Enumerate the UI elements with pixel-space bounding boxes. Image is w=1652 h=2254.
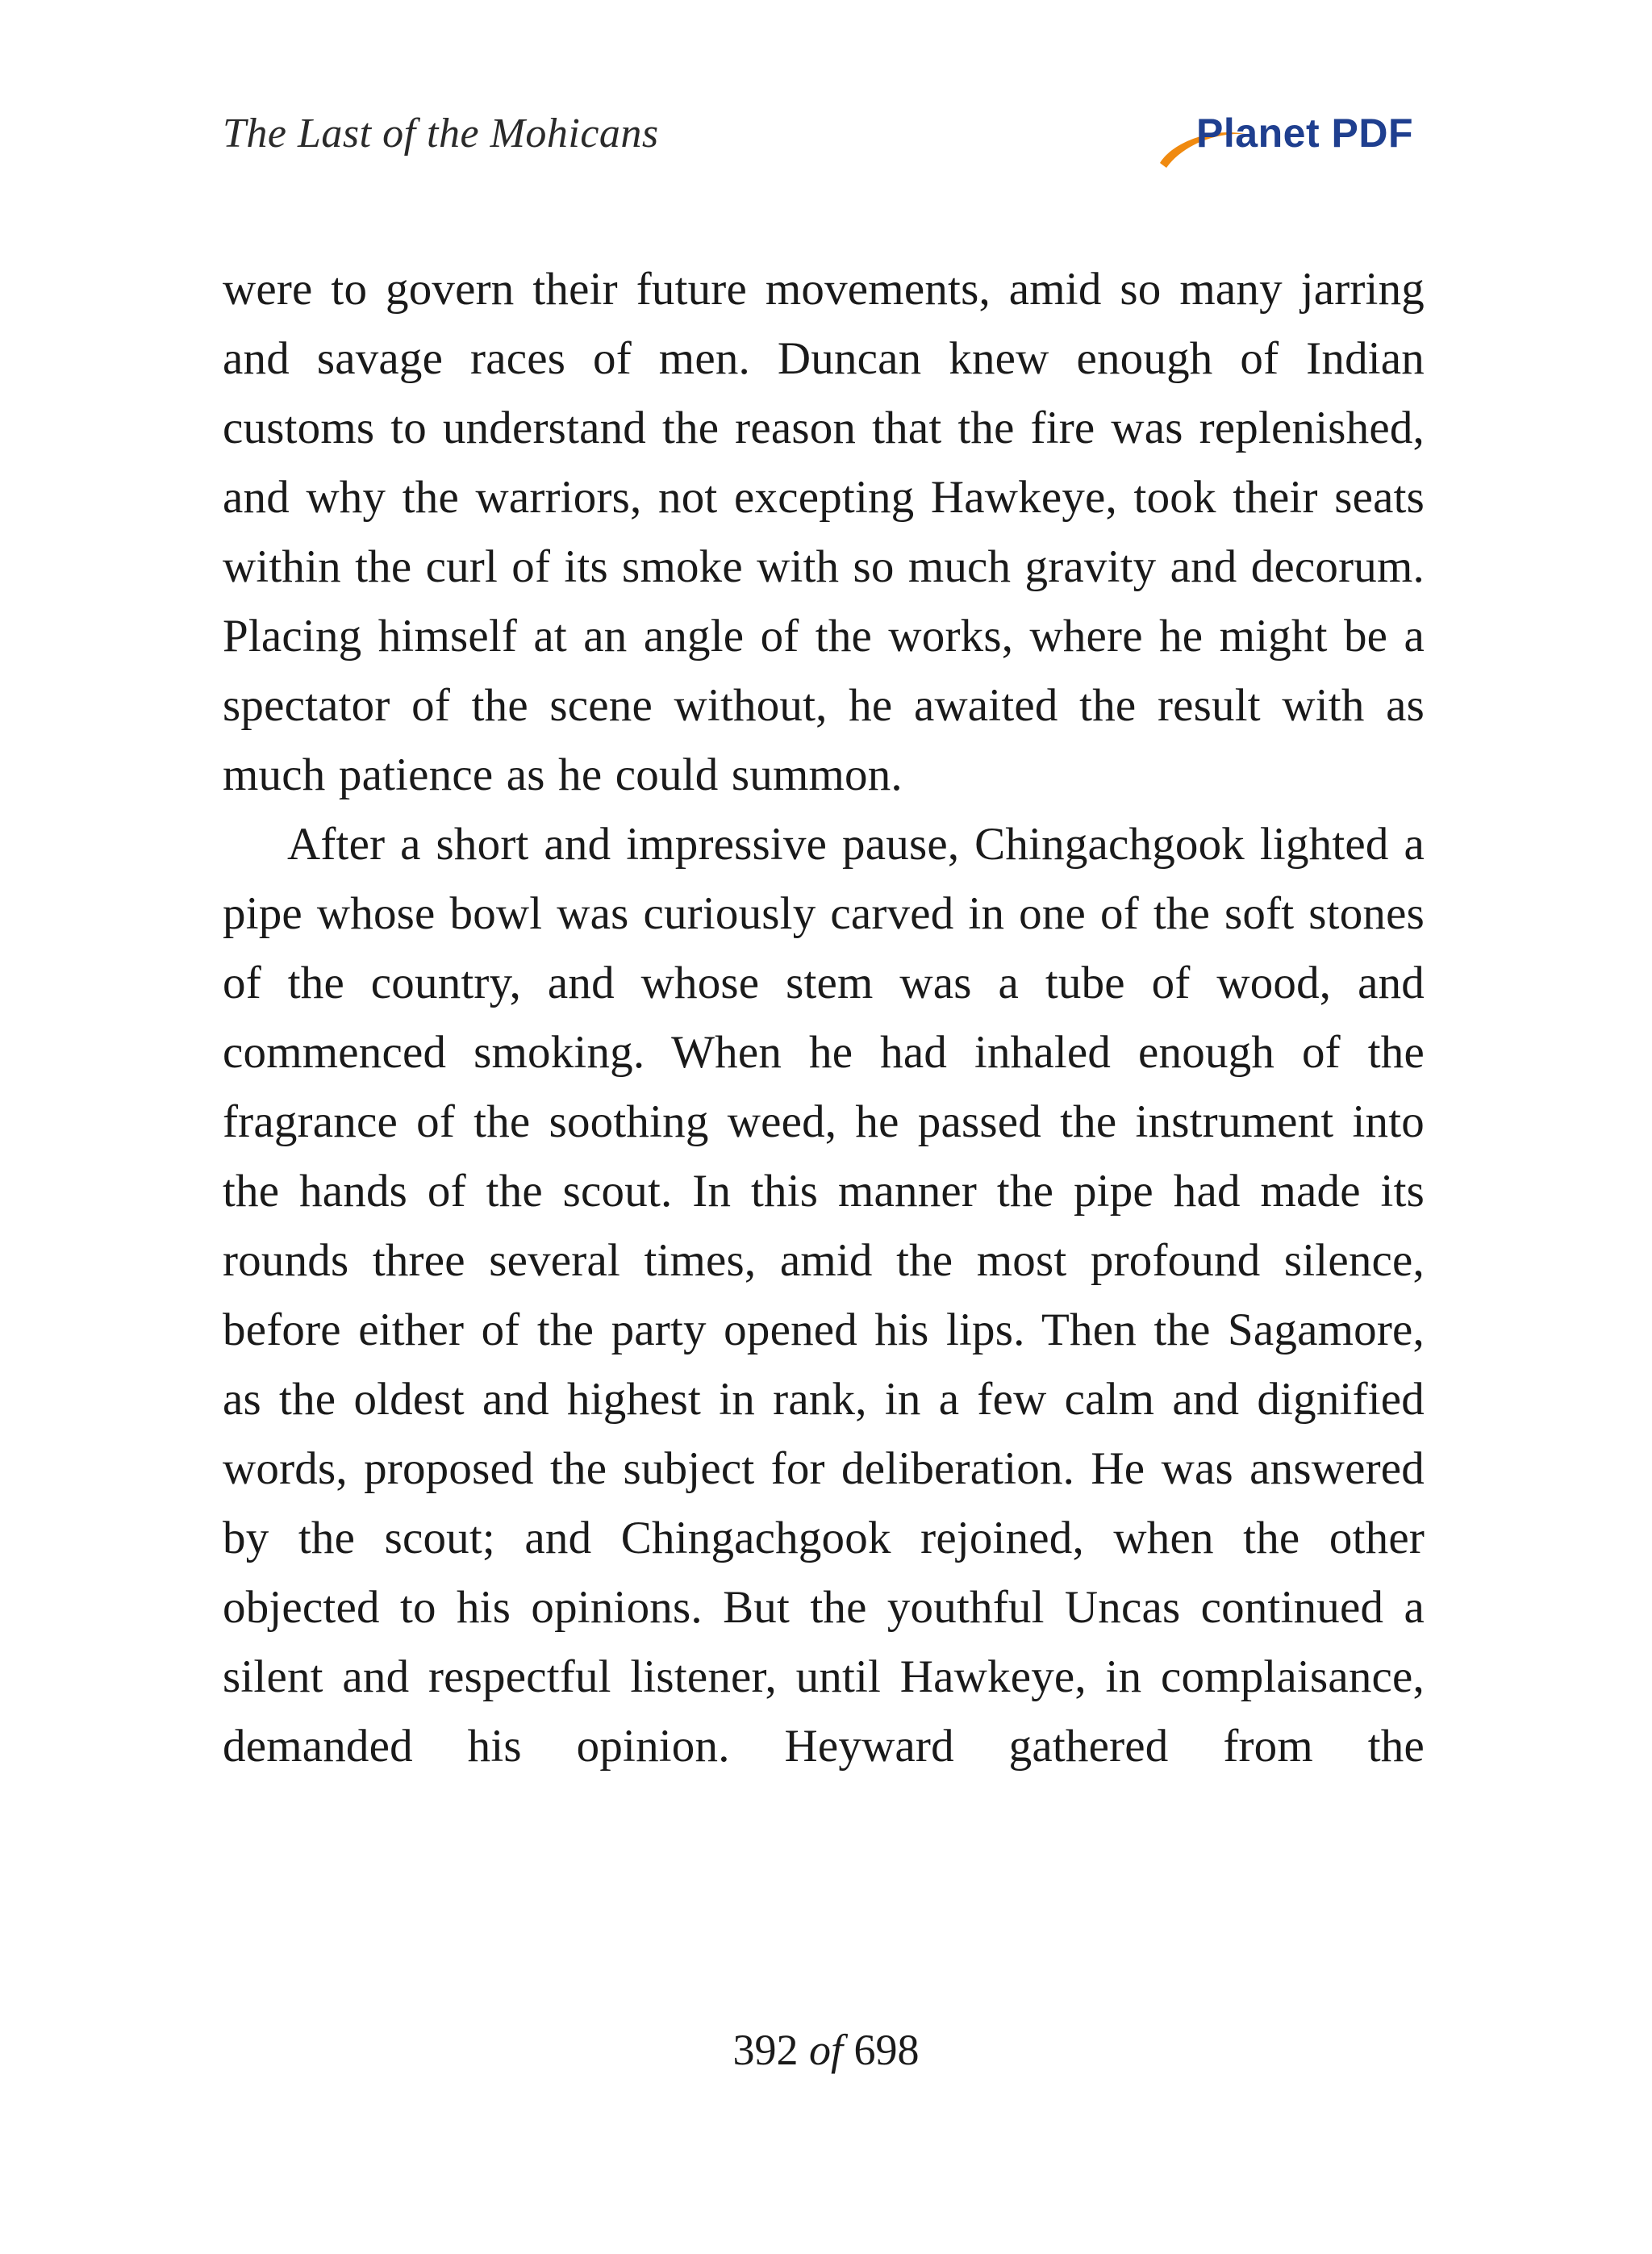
paragraph-continued: were to govern their future movements, amid so many jarring and savage races of men. Duncan knew enough of Indian customs to understand the reason that the fire was replenished, and why the warriors, not excepting Hawkeye, took their seats within the curl of its smoke with so much gravity and decorum. Placing himself at an angle of the works, where he might be a spectator of the scene without, he awaited the result with as much patience as he could summon. (223, 264, 1425, 800)
planet-pdf-logo (1155, 110, 1413, 174)
logo-text: Planet PDF (1196, 111, 1413, 156)
book-title: The Last of the Mohicans (223, 111, 659, 157)
page-current: 392 (732, 2026, 799, 2074)
page-header (223, 103, 1429, 168)
page-number-footer (0, 2025, 1652, 2075)
paragraph: After a short and impressive pause, Chingachgook lighted a pipe whose bowl was curiously carved in one of the soft stones of the country, and whose stem was a tube of wood, and commenced smoking. When he had inhaled enough of the fragrance of the soothing weed, he passed the instrument into the hands of the scout. In this manner the pipe had made its rounds three several times, amid the most profound silence, before either of the party opened his lips. Then the Sagamore, as the oldest and highest in rank, in a few calm and dignified words, proposed the subject for deliberation. He was answered by the scout; and Chingachgook rejoined, when the other objected to his opinions. But the youthful Uncas continued a silent and respectful listener, until Hawkeye, in complaisance, demanded his opinion. Heyward gathered from the (223, 819, 1425, 1772)
page-body (223, 255, 1425, 1917)
page-total: 698 (853, 2026, 920, 2074)
page-of-word: of (808, 2026, 843, 2074)
